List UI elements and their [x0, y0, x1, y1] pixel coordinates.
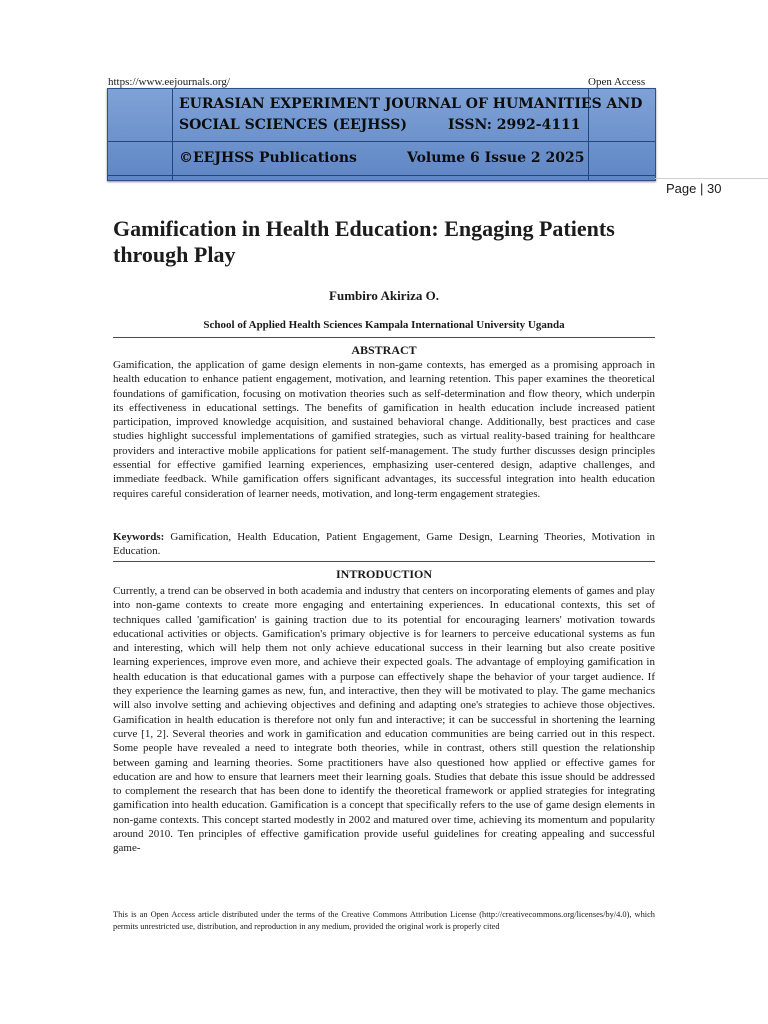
page-number-rule — [655, 178, 768, 179]
volume-label: Volume 6 Issue 2 2025 — [407, 150, 585, 166]
page-number: Page | 30 — [666, 181, 722, 196]
issn-label: ISSN: 2992-4111 — [448, 117, 581, 133]
open-access-label: Open Access — [588, 76, 646, 88]
author-affiliation: School of Applied Health Sciences Kampala International University Uganda — [203, 319, 565, 331]
introduction-text: Currently, a trend can be observed in both academia and industry that centers on incorporating elements of games and play into non-game contexts to create more engaging and entertaining experiences. In educational contexts, this set of techniques called 'gamification' is gaining traction due to its potential for encouraging learners' motivation towards educational activities or objects. Gamification's primary objective is for learners to perceive educational systems as fun and interesting, which will help them not only achieve educational success in their learning but also create positive learning experiences, improve even more, and achieve their expected goals. The advantage of employing gamification in health education is that educational games with a purpose can effectively shape the behavior of your target audience. If they experience the learning games as new, fun, and interactive, then they will be motivated to play. The game mechanics will also involve setting and achieving objectives and defining and adapting one's strategies to achieve those objectives. Gamification in health education is therefore not only fun and interactive; it can be successful in shortening the learning curve [1, 2]. Several theories and work in gamification and education communities are being carried out in this respect. Some people have revealed a need to integrate both theories, while in contrast, others still question the relationship between gaming and learning theories. Some practitioners have also questioned how applied or effective games for education are and how to ensure that learners meet their learning goals. Studies that debate this issue should be addressed to complement the research that has been done to identify the theoretical framework or applied strategies for integrating gamification into health education. Gamification is a concept that specifically refers to the use of game design elements in non-game contexts. This concept started modestly in 2002 and matured over time, achieving its momentum and popularity around 2010. Ten principles of effective gamification provide useful guidelines for creating appealing and successful game- — [113, 585, 655, 855]
banner-divider-left — [172, 89, 173, 180]
banner-divider-mid — [108, 141, 655, 142]
article-title: Gamification in Health Education: Engaging Patients through Play — [113, 216, 615, 267]
journal-name-line1: EURASIAN EXPERIMENT JOURNAL OF HUMANITIES AND — [179, 96, 643, 112]
introduction-heading: INTRODUCTION — [335, 567, 432, 581]
keywords — [113, 530, 655, 559]
abstract-text: Gamification, the application of game design elements in non-game contexts, has emerged as a promising approach in health education to enhance patient engagement, motivation, and learning retention. This paper examines the theoretical foundations of gamification, focusing on motivation theories such as self-determination and flow theory, which underpin its effectiveness in educational settings. The benefits of gamification in health education include increased patient participation, improved knowledge acquisition, and sustained behavioral change. Additionally, best practices and case studies highlight successful implementations of gamified strategies, such as virtual reality-based training for healthcare providers and interactive mobile applications for patient self-management. The study further discusses design principles essential for effective gamified learning experiences, emphasizing user-centered design, adaptive challenges, and immediate feedback. While gamification offers significant advantages, its successful integration into health education requires careful consideration of learner needs, motivation, and long-term engagement strategies. — [113, 359, 655, 500]
keywords-label: Keywords: — [113, 531, 165, 543]
publisher-label: ©EEJHSS Publications — [179, 150, 357, 166]
banner-divider-bottom — [108, 175, 655, 176]
author-name: Fumbiro Akiriza O. — [329, 288, 439, 303]
journal-name-line2: SOCIAL SCIENCES (EEJHSS) — [179, 117, 407, 133]
journal-url-link[interactable]: https://www.eejournals.org/ — [108, 76, 230, 88]
journal-banner — [107, 88, 656, 181]
license-footer: This is an Open Access article distributed under the terms of the Creative Commons Attribution License (http://creativecommons.org/licenses/by/4.0), which permits unrestricted use, distribution, and reproduction in any medium, provided the original work is properly cited — [113, 910, 655, 931]
intro-top-rule — [113, 561, 655, 562]
keywords-list: Gamification, Health Education, Patient Engagement, Game Design, Learning Theories, Motivation in Education. — [113, 531, 656, 558]
abstract-heading: ABSTRACT — [351, 343, 417, 357]
abstract-top-rule — [113, 337, 655, 338]
